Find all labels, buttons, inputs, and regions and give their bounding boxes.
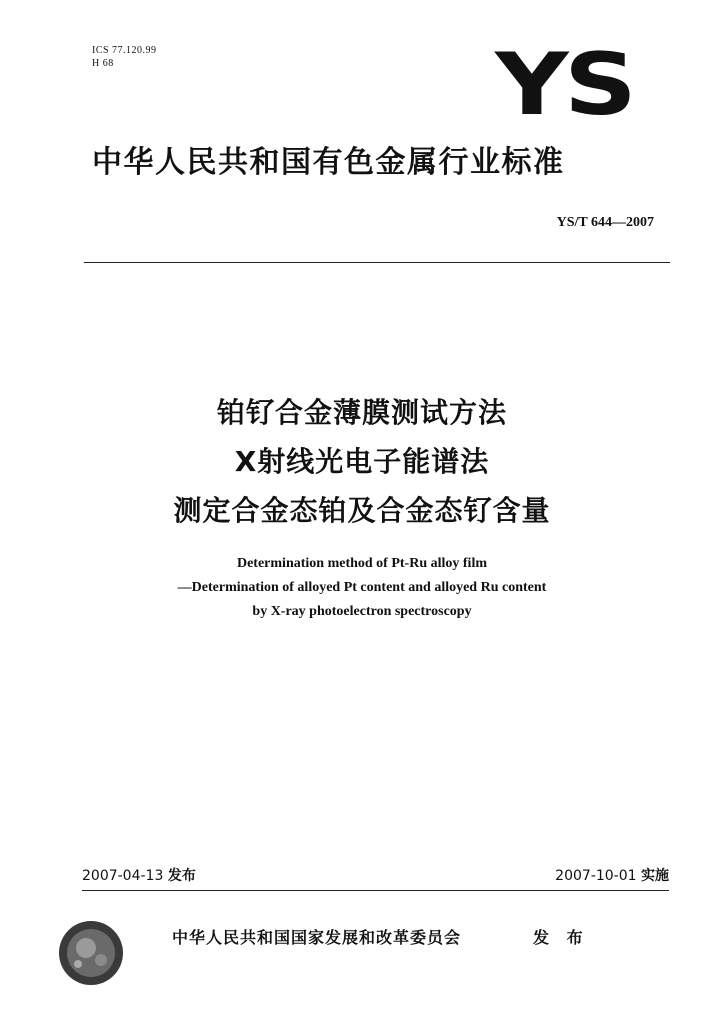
- cn-title-line-1: 铂钌合金薄膜测试方法: [216, 396, 507, 429]
- cn-title-line-2: X射线光电子能谱法: [234, 445, 490, 478]
- publisher-name: 中华人民共和国国家发展和改革委员会: [172, 928, 462, 947]
- issue-date-block: [82, 868, 196, 884]
- cn-title-line-3: 测定合金态铂及合金态钌含量: [173, 494, 551, 527]
- publish-label: 发 布: [533, 928, 589, 947]
- en-title-line-2: —Determination of alloyed Pt content and alloyed Ru content: [177, 580, 547, 595]
- issue-label: 发布: [167, 868, 196, 884]
- ics-code: ICS 77.120.99: [92, 45, 157, 56]
- header-divider: [84, 262, 670, 263]
- implement-label: 实施: [641, 868, 669, 884]
- issue-date: 2007-04-13: [82, 868, 164, 884]
- publisher-seal-emblem: [56, 918, 126, 988]
- standard-number: YS/T 644—2007: [556, 215, 654, 230]
- implement-date: 2007-10-01: [555, 868, 637, 884]
- en-title-line-1: Determination method of Pt-Ru alloy film: [236, 556, 488, 571]
- en-title-line-3: by X-ray photoelectron spectroscopy: [252, 604, 472, 619]
- ys-logo: YS: [494, 35, 632, 135]
- standard-title: 中华人民共和国有色金属行业标准: [92, 145, 565, 180]
- class-code: H 68: [92, 58, 114, 69]
- ics-code-block: [92, 44, 157, 70]
- implement-date-block: [555, 868, 669, 884]
- footer-divider: [82, 890, 669, 891]
